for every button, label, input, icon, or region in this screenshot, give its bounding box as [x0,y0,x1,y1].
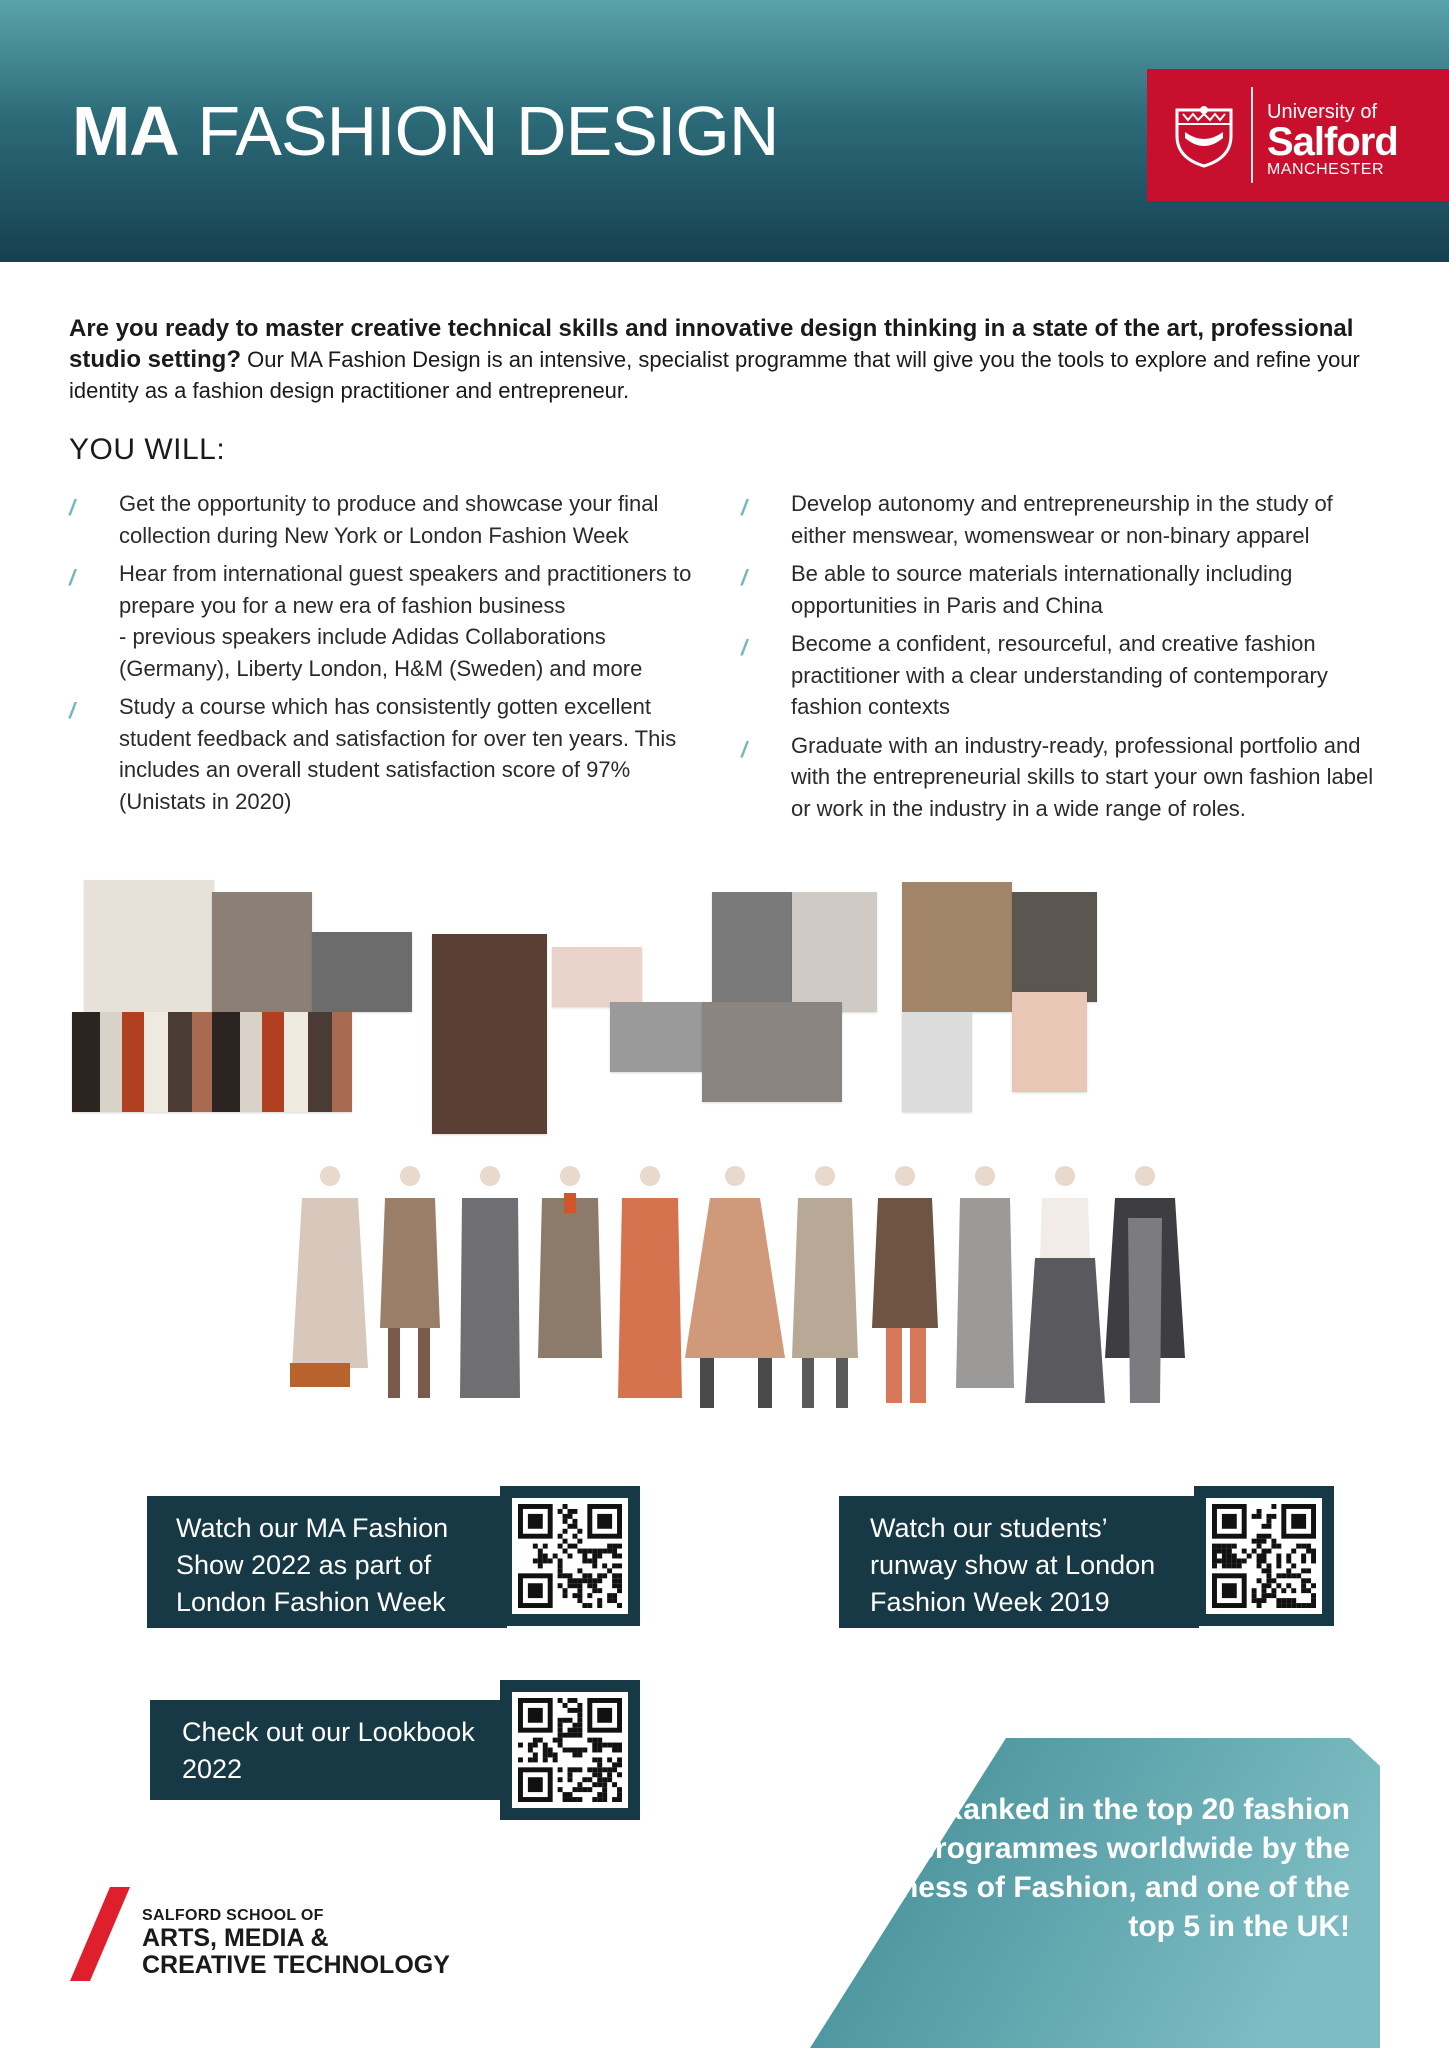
logo-divider [1251,87,1253,183]
collage-photo [792,892,877,1012]
runway-2019-link[interactable]: Watch our students’ runway show at London Fashion Week 2019 [839,1496,1199,1628]
page-title: MA FASHION DESIGN [72,92,779,170]
figure-9 [956,1166,1014,1388]
collage-photo [702,1002,842,1102]
collage-photo [902,882,1012,1012]
collage-photo [610,1002,710,1072]
ranking-text: Ranked in the top 20 fashion programmes worldwide by the Business of Fashion, and one of the top 5 in the UK! [834,1793,1350,1943]
logo-wordmark: University of Salford MANCHESTER [1267,101,1398,178]
list-item: / Study a course which has consistently gotten excellent student feedback and satisfaction for over ten years. This includes an overall student satisfaction score of 97% (Unistats in 2020) [69,694,677,814]
collage-photo [902,1012,972,1112]
figure-11 [1105,1166,1185,1403]
qr-code-icon [518,1698,622,1802]
slash-bullet-icon: / [69,698,76,723]
figure-7 [792,1166,858,1408]
figure-5 [618,1166,682,1398]
benefits-right-column [741,488,1381,831]
slash-bullet-icon: / [741,736,748,762]
list-item: / Be able to source materials internationally including opportunities in Paris and China [741,561,1293,618]
slash-logo-icon [70,1887,130,1983]
collage-photo [212,892,312,1022]
slash-bullet-icon: / [741,565,748,590]
qr-code-icon [1212,1504,1316,1608]
list-item: / Hear from international guest speakers and practitioners to prepare you for a new era of fashion business - previous speakers include Adidas Collaborations (Germany), Liberty London, H&M (Sweden) and more [69,561,692,681]
benefits-left-column [69,488,719,824]
slash-bullet-icon: / [741,635,748,660]
show-2022-qr-code[interactable] [500,1486,640,1626]
figure-2 [380,1166,440,1398]
collage-photo [712,892,792,1002]
fabric-swatches [72,1012,352,1112]
slash-bullet-icon: / [69,495,76,520]
list-item: / Graduate with an industry-ready, professional portfolio and with the entrepreneurial skills to start your own fashion label or work in the industry in a wide range of roles. [741,732,1374,821]
list-item: / Get the opportunity to produce and showcase your final collection during New York or London Fashion Week [69,491,659,548]
collage-photo [1012,992,1087,1092]
ranking-callout [810,1738,1380,2048]
header-banner [0,0,1449,262]
collage-photo [1012,892,1097,1002]
collage-photo [312,932,412,1012]
lookbook-qr-code[interactable] [500,1680,640,1820]
moodboard-collage [72,872,1162,1147]
slash-bullet-icon: / [741,495,748,520]
you-will-heading: YOU WILL: [69,433,226,466]
figure-8 [872,1166,938,1403]
intro-paragraph: Are you ready to master creative technical skills and innovative design thinking in a state of the art, professional studio setting? Our MA Fashion Design is an intensive, specialist programme that will give you the tools to explore and refine your identity as a fashion design practitioner and entrepreneur. [69,315,1360,403]
fashion-illustrations [280,1158,1360,1414]
figure-10 [1025,1166,1105,1403]
slash-bullet-icon: / [69,565,76,590]
figure-3 [460,1166,520,1398]
list-item: / Develop autonomy and entrepreneurship in the study of either menswear, womenswear or non-binary apparel [741,491,1333,548]
lookbook-link[interactable]: Check out our Lookbook 2022 [150,1700,510,1800]
figure-1 [290,1166,368,1387]
school-name: ARTS, MEDIA & CREATIVE TECHNOLOGY [142,1924,450,1979]
runway-2019-qr-code[interactable] [1194,1486,1334,1626]
show-2022-link[interactable]: Watch our MA Fashion Show 2022 as part of London Fashion Week [147,1496,507,1628]
list-item: / Become a confident, resourceful, and creative fashion practitioner with a clear understanding of contemporary fashion contexts [741,631,1328,719]
qr-code-icon [518,1504,622,1608]
figure-6 [685,1166,785,1408]
collage-photo [432,934,547,1134]
crest-icon [1173,102,1235,168]
school-logo[interactable]: SALFORD SCHOOL OF ARTS, MEDIA & CREATIVE TECHNOLOGY [70,1885,490,1985]
figure-4 [538,1166,602,1358]
collage-photo [552,947,642,1007]
illustration-lineup [280,1158,1360,1414]
university-logo[interactable] [1147,69,1449,201]
